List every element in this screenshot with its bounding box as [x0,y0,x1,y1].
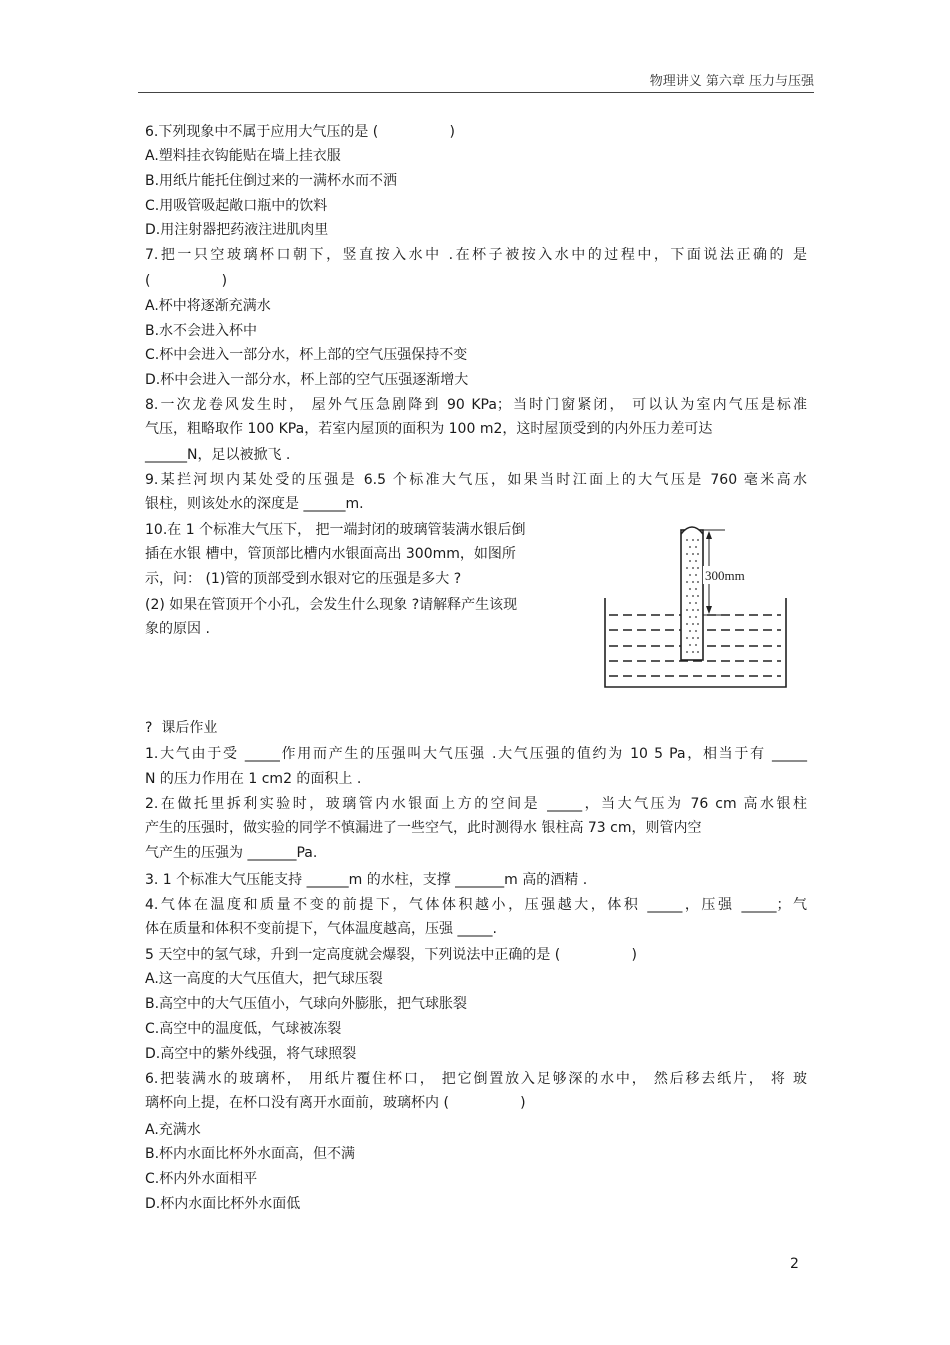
text-line: 2.在做托里拆利实验时，玻璃管内水银面上方的空间是 _____，当大气压为 76 cm 高水银柱 [145,796,807,812]
text-line: D.杯内水面比杯外水面低 [145,1196,301,1212]
text-line: 8.一次龙卷风发生时， 屋外气压急剧降到 90 KPa；当时门窗紧闭， 可以认为室内气压是标准 [145,397,807,413]
text-line: 气产生的压强为 _______Pa. [145,845,318,861]
text-line: B.高空中的大气压值小，气球向外膨胀，把气球胀裂 [145,996,468,1012]
text-line: 6.把装满水的玻璃杯， 用纸片覆住杯口， 把它倒置放入足够深的水中， 然后移去纸片， 将 玻 [145,1071,807,1087]
text-line: 9.某拦河坝内某处受的压强是 6.5 个标准大气压，如果当时江面上的大气压是 760 毫米高水 [145,472,807,488]
text-line: 7.把一只空玻璃杯口朝下，竖直按入水中 .在杯子被按入水中的过程中，下面说法正确的 是 [145,247,807,263]
text-line: 插在水银 槽中，管顶部比槽内水银面高出 300mm，如图所 [145,546,516,562]
text-line: B.用纸片能托住倒过来的一满杯水而不洒 [145,173,398,189]
section-title: ? 课后作业 [145,720,218,736]
text-line: A.这一高度的大气压值大，把气球压裂 [145,971,383,987]
text-line: 示，问： (1)管的顶部受到水银对它的压强是多大 ? [145,571,462,587]
text-line: C.高空中的温度低，气球被冻裂 [145,1021,342,1037]
text-line: D.用注射器把药液注进肌肉里 [145,222,329,238]
text-line: B.水不会进入杯中 [145,323,258,339]
text-line: C.杯中会进入一部分水，杯上部的空气压强保持不变 [145,347,468,363]
text-line: 10.在 1 个标准大气压下， 把一端封闭的玻璃管装满水银后倒 [145,522,526,538]
text-line: 气压，粗略取作 100 KPa，若室内屋顶的面积为 100 m2，这时屋顶受到的内外压力差可达 [145,421,713,437]
text-line: C.杯内外水面相平 [145,1171,258,1187]
text-line: 象的原因 . [145,621,210,637]
page-header: 物理讲义 第六章 压力与压强 [649,74,814,89]
text-line: ______N，足以被掀飞 . [145,447,291,463]
text-line: 4.气体在温度和质量不变的前提下，气体体积越小，压强越大，体积 _____，压强 _____；气 [145,897,807,913]
text-line: A.充满水 [145,1122,201,1138]
text-line: C.用吸管吸起敞口瓶中的饮料 [145,198,328,214]
text-line: 3. 1 个标准大气压能支持 ______m 的水柱，支撑 _______m 高的酒精 . [145,872,588,888]
torricelli-tube-figure [603,520,788,690]
text-line: D.杯中会进入一部分水，杯上部的空气压强逐渐增大 [145,372,469,388]
text-line: 6.下列现象中不属于应用大气压的是 ( ) [145,124,455,140]
text-line: B.杯内水面比杯外水面高，但不满 [145,1146,356,1162]
text-line: 5 天空中的氢气球，升到一定高度就会爆裂，下列说法中正确的是 ( ) [145,947,637,963]
text-line: A.杯中将逐渐充满水 [145,298,271,314]
text-line: 产生的压强时，做实验的同学不慎漏进了一些空气，此时测得水 银柱高 73 cm，则管内空 [145,820,702,836]
header-rule [138,92,814,93]
text-line: ( ) [145,273,228,289]
figure-label: 300mm [705,568,745,583]
text-line: 1.大气由于受 _____作用而产生的压强叫大气压强 .大气压强的值约为 10 5 Pa，相当于有 _____ [145,746,807,762]
text-line: 璃杯向上提，在杯口没有离开水面前，玻璃杯内 ( ) [145,1095,526,1111]
text-line: (2) 如果在管顶开个小孔，会发生什么现象 ?请解释产生该现 [145,597,518,613]
page-number: 2 [790,1256,799,1272]
text-line: 银柱，则该处水的深度是 ______m. [145,496,364,512]
text-line: N 的压力作用在 1 cm2 的面积上 . [145,771,362,787]
text-line: D.高空中的紫外线强，将气球照裂 [145,1046,357,1062]
text-line: 体在质量和体积不变前提下，气体温度越高，压强 _____. [145,921,497,937]
text-line: A.塑料挂衣钩能贴在墙上挂衣服 [145,148,341,164]
